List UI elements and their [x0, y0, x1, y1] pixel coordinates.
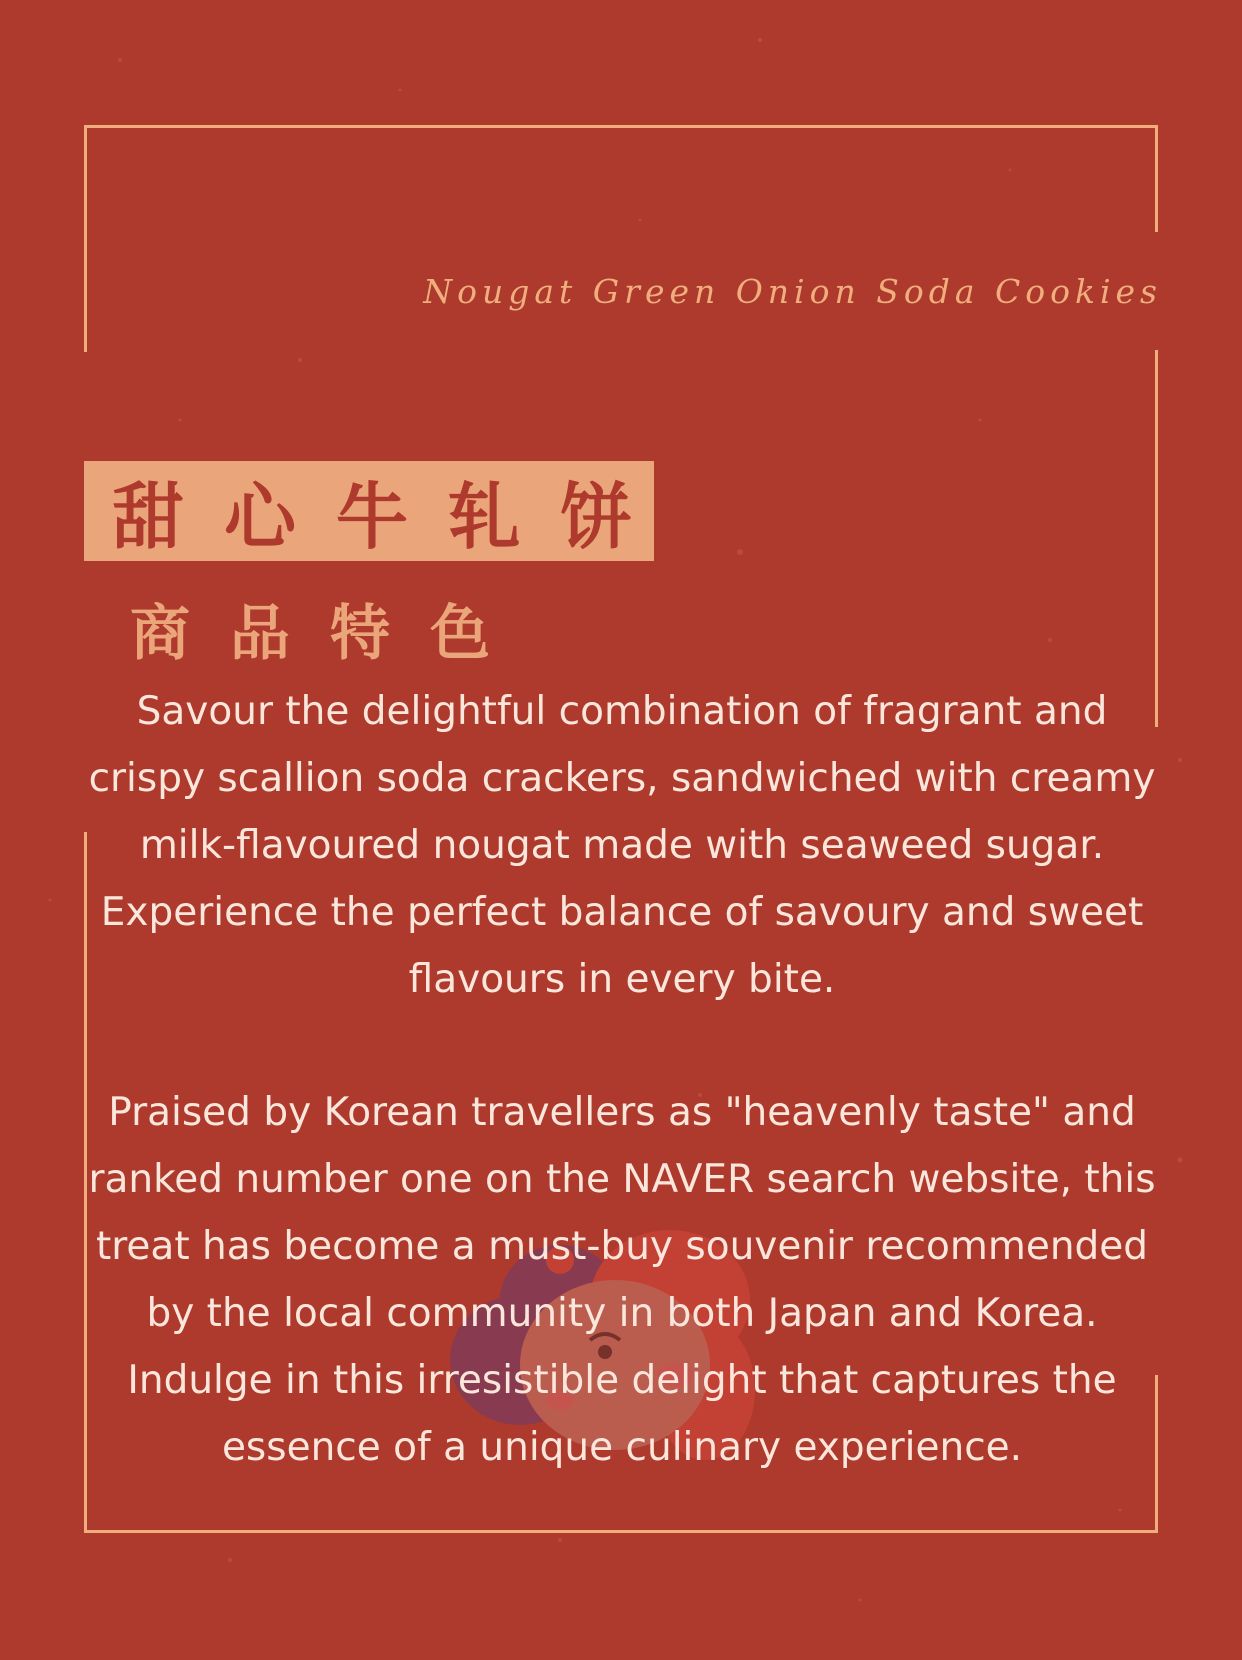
title-band: [84, 461, 673, 561]
frame-top: [84, 125, 1158, 128]
frame-bottom: [84, 1530, 1158, 1533]
product-english-name: Nougat Green Onion Soda Cookies: [423, 272, 1162, 311]
description-paragraph-2: Praised by Korean travellers as "heavenly taste" and ranked number one on the NAVER search website, this treat has become a must-buy souvenir recommended by the local community in both Japan and Korea. Indulge in this irresistible delight that captures the essence of a unique culinary experience.: [88, 1090, 1156, 1470]
frame-left-upper: [84, 125, 87, 352]
frame-right-upper: [1155, 125, 1158, 232]
description-paragraph-1: Savour the delightful combination of fragrant and crispy scallion soda crackers, sandwiched with creamy milk-flavoured nougat made with seaweed sugar. Experience the perfect balance of savoury and sweet flavours in every bite.: [88, 689, 1156, 1002]
product-chinese-name: 甜心牛轧饼: [112, 474, 673, 559]
section-title: 商品特色: [130, 599, 530, 669]
frame-right-middle: [1155, 350, 1158, 727]
